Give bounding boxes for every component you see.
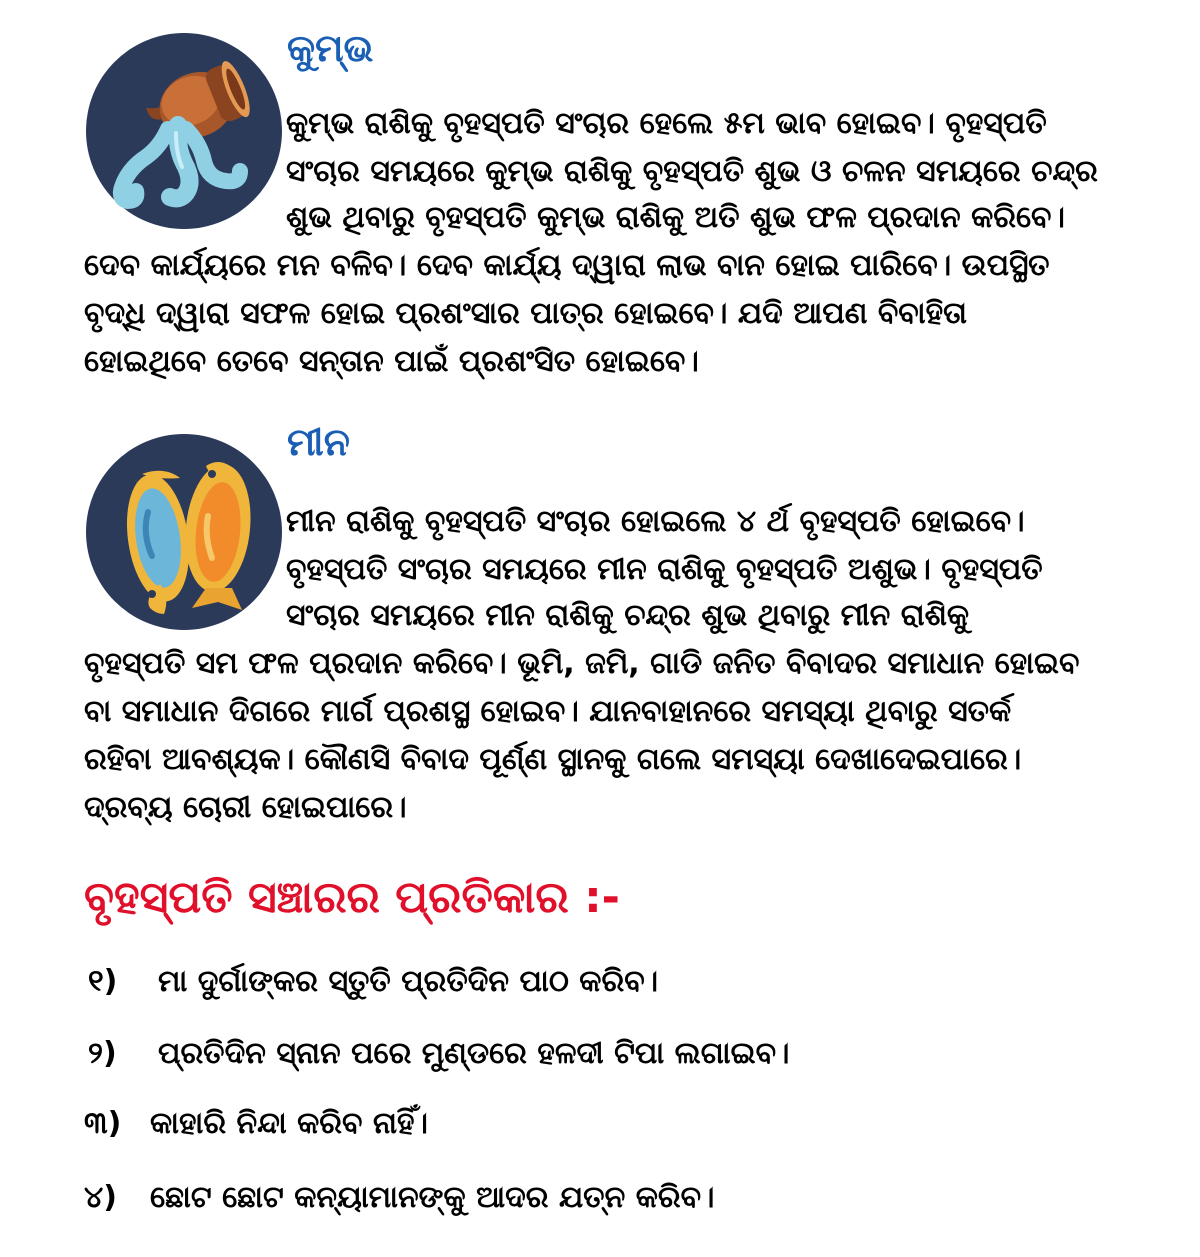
remedy-text: ଛୋଟ ଛୋଟ କନ୍ୟାମାନଙ୍କୁ ଆଦର ଯତ୍ନ କରିବ। xyxy=(150,1180,715,1215)
aquarius-text-line: ବୃଦ୍ଧି ଦ୍ୱାରା ସଫଳ ହୋଇ ପ୍ରଶଂସାର ପାତ୍ର ହୋଇବେ। ଯଦି ଆପଣ ବିବାହିତା xyxy=(84,296,967,331)
remedy-text: ମା ଦୁର୍ଗାଙ୍କର ସ୍ତୁତି ପ୍ରତିଦିନ ପାଠ କରିବ। xyxy=(158,964,659,999)
aquarius-text-line: ଶୁଭ ଥିବାରୁ ବୃହସ୍ପତି କୁମ୍ଭ ରାଶିକୁ ଅତି ଶୁଭ ଫଳ ପ୍ରଦାନ କରିବେ। xyxy=(286,200,1065,235)
remedy-text: ପ୍ରତିଦିନ ସ୍ନାନ ପରେ ମୁଣ୍ଡରେ ହଳଦୀ ଟିପା ଲଗାଇବ। xyxy=(158,1036,790,1071)
remedy-list-item xyxy=(88,962,988,1002)
remedy-list-item xyxy=(84,1178,984,1218)
remedy-list-item xyxy=(88,1034,988,1074)
aquarius-text-line: ହୋଇଥିବେ ତେବେ ସନ୍ତାନ ପାଇଁ ପ୍ରଶଂସିତ ହୋଇବେ। xyxy=(84,344,699,379)
pisces-text-line: ବୃହସ୍ପତି ସଂଚାର ସମୟରେ ମୀନ ରାଶିକୁ ବୃହସ୍ପତି ଅଶୁଭ। ବୃହସ୍ପତି xyxy=(286,552,1043,587)
aquarius-water-bearer-icon xyxy=(86,33,282,229)
remedy-number: ୩) xyxy=(84,1106,122,1141)
remedies-title: ବୃହସ୍ପତି ସଞ୍ଚାରର ପ୍ରତିକାର :- xyxy=(84,872,620,923)
remedy-number: ୪) xyxy=(84,1180,117,1215)
pisces-two-fish-icon xyxy=(86,434,282,630)
pisces-text-line: ରହିବା ଆବଶ୍ୟକ। କୌଣସି ବିବାଦ ପୂର୍ଣ୍ଣ ସ୍ଥାନକୁ ଗଲେ ସମସ୍ୟା ଦେଖାଦେଇପାରେ। xyxy=(84,742,1022,777)
pisces-text-line: ମୀନ ରାଶିକୁ ବୃହସ୍ପତି ସଂଚାର ହୋଇଲେ ୪ ର୍ଥ ବୃହସ୍ପତି ହୋଇବେ। xyxy=(286,504,1025,539)
remedy-number: ୨) xyxy=(88,1036,117,1071)
pisces-heading: ମୀନ xyxy=(287,420,350,464)
remedy-text: କାହାରି ନିନ୍ଦା କରିବ ନାହିଁ। xyxy=(150,1106,429,1141)
pisces-text-line: ସଂଚାର ସମୟରେ ମୀନ ରାଶିକୁ ଚନ୍ଦ୍ର ଶୁଭ ଥିବାରୁ ମୀନ ରାଶିକୁ xyxy=(286,598,970,633)
pisces-text-line: ଦ୍ରବ୍ୟ ଚୋରୀ ହୋଇପାରେ। xyxy=(84,790,407,825)
remedy-number: ୧) xyxy=(88,964,118,999)
remedy-list-item xyxy=(84,1104,984,1144)
aquarius-heading: କୁମ୍ଭ xyxy=(287,26,374,70)
aquarius-text-line: କୁମ୍ଭ ରାଶିକୁ ବୃହସ୍ପତି ସଂଚାର ହେଲେ ୫ମ ଭାବ ହୋଇବ। ବୃହସ୍ପତି xyxy=(286,106,1047,141)
aquarius-text-line: ଦେବ କାର୍ଯ୍ୟରେ ମନ ବଳିବ। ଦେବ କାର୍ଯ୍ୟ ଦ୍ୱାରା ଲାଭ ବାନ ହୋଇ ପାରିବେ। ଉପସ୍ଥିତ xyxy=(84,248,1050,283)
pisces-text-line: ବୃହସ୍ପତି ସମ ଫଳ ପ୍ରଦାନ କରିବେ। ଭୂମି, ଜମି, ଗାଡି ଜନିତ ବିବାଦର ସମାଧାନ ହୋଇବ xyxy=(84,646,1080,681)
pisces-text-line: ବା ସମାଧାନ ଦିଗରେ ମାର୍ଗ ପ୍ରଶସ୍ଥ ହୋଇବ। ଯାନବାହାନରେ ସମସ୍ୟା ଥିବାରୁ ସତର୍କ xyxy=(84,694,1012,729)
aquarius-text-line: ସଂଚାର ସମୟରେ କୁମ୍ଭ ରାଶିକୁ ବୃହସ୍ପତି ଶୁଭ ଓ ଚଳନ ସମୟରେ ଚନ୍ଦ୍ର xyxy=(286,154,1098,189)
